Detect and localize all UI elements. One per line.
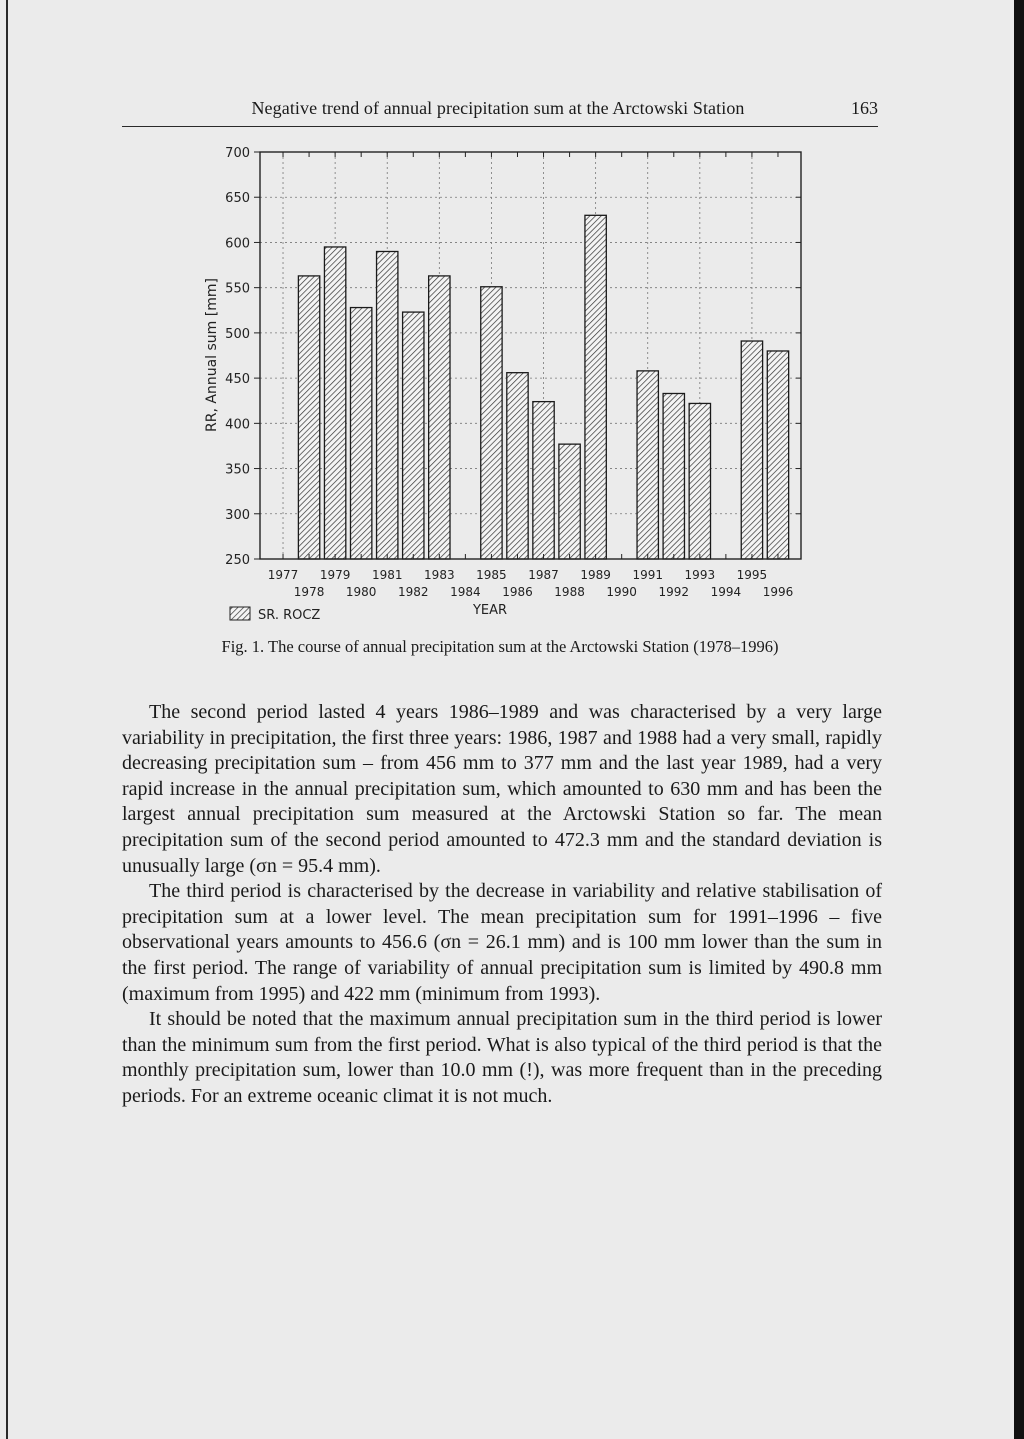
x-tick-label: 1984 (450, 585, 481, 599)
running-title: Negative trend of annual precipitation sum at the Arctowski Station (251, 98, 745, 118)
paragraph-3: It should be noted that the maximum annual precipitation sum in the third period is lower than the minimum sum from the first period. What is also typical of the third period is that the monthly precipitation sum, lower than 10.0 mm (!), was more frequent than in the preceding periods. For an extreme oceanic climat it is not much. (122, 1008, 882, 1107)
bar-1986 (507, 373, 528, 559)
x-axis-label: YEAR (472, 603, 508, 618)
paragraph-1: The second period lasted 4 years 1986–1989 and was characterised by a very large variability in precipitation, the first three years: 1986, 1987 and 1988 had a very small, rapidly decreasing precipitation sum – from 456 mm to 377 mm and the last year 1989, had a very rapid increase in the annual precipitation sum, which amounted to 630 mm and has been the largest annual precipitation sum measured at the Arctowski Station so far. The mean precipitation sum of the second period amounted to 472.3 mm and the standard deviation is unusually large (σn = 95.4 mm). (122, 701, 882, 877)
x-tick-label: 1986 (502, 585, 533, 599)
scan-edge-left (6, 0, 8, 1439)
x-tick-label: 1983 (424, 568, 455, 582)
bar-1980 (350, 308, 371, 559)
x-tick-label: 1980 (345, 585, 377, 599)
x-tick-label: 1992 (658, 585, 690, 599)
running-header (122, 96, 878, 127)
x-tick-label: 1982 (398, 585, 429, 599)
bar-1987 (533, 402, 554, 559)
x-tick-label: 1978 (293, 585, 325, 599)
bar-1985 (481, 287, 502, 559)
bar-1988 (559, 444, 580, 559)
x-tick-label: 1988 (554, 585, 585, 599)
y-tick-label: 300 (225, 507, 250, 523)
x-tick-label: 1989 (580, 568, 611, 582)
paragraph-2: The third period is characterised by the decrease in variability and relative stabilisation of precipitation sum at a lower level. The mean precipitation sum for 1991–1996 – five observational years amounts to 456.6 (σn = 26.1 mm) and is 100 mm lower than the sum in the first period. The range of variability of annual precipitation sum is limited by 490.8 mm (maximum from 1995) and 422 mm (minimum from 1993). (122, 880, 882, 1005)
body-text (122, 700, 882, 1110)
y-tick-label: 650 (225, 191, 250, 207)
bar-1979 (324, 247, 345, 559)
x-tick-label: 1996 (762, 585, 794, 599)
x-tick-label: 1995 (736, 568, 768, 582)
bar-1993 (689, 403, 710, 559)
x-tick-label: 1994 (710, 585, 742, 599)
y-tick-label: 600 (225, 236, 250, 252)
bar-1989 (585, 215, 606, 559)
x-tick-label: 1981 (371, 568, 403, 582)
y-axis-label: RR, Annual sum [mm] (204, 278, 220, 432)
y-tick-label: 250 (225, 553, 250, 568)
x-tick-label: 1990 (606, 585, 637, 599)
precipitation-bar-chart (190, 140, 830, 630)
bar-1991 (637, 371, 658, 559)
x-tick-label: 1987 (528, 568, 559, 582)
x-ticks (268, 152, 793, 599)
bar-1983 (429, 276, 450, 559)
legend-swatch (230, 607, 250, 620)
bar-1978 (298, 276, 319, 559)
x-tick-label: 1993 (684, 568, 716, 582)
y-tick-label: 350 (225, 462, 250, 478)
page-number: 163 (851, 98, 878, 118)
figure-1 (190, 140, 830, 630)
x-tick-label: 1977 (267, 568, 299, 582)
y-tick-label: 400 (225, 417, 250, 433)
x-tick-label: 1985 (476, 568, 507, 582)
y-tick-label: 550 (225, 281, 250, 297)
x-tick-label: 1979 (319, 568, 351, 582)
x-tick-label: 1991 (632, 568, 663, 582)
legend-label: SR. ROCZ (258, 608, 321, 623)
bar-1996 (767, 351, 788, 559)
bar-1982 (403, 312, 424, 559)
y-tick-label: 700 (225, 146, 250, 161)
bar-1992 (663, 393, 684, 559)
scan-edge-right (1014, 0, 1024, 1439)
y-tick-label: 450 (225, 372, 250, 388)
figure-caption: Fig. 1. The course of annual precipitation sum at the Arctowski Station (1978–1996) (221, 637, 779, 656)
bar-1995 (741, 341, 762, 559)
bar-1981 (377, 251, 398, 559)
y-tick-label: 500 (225, 326, 250, 342)
